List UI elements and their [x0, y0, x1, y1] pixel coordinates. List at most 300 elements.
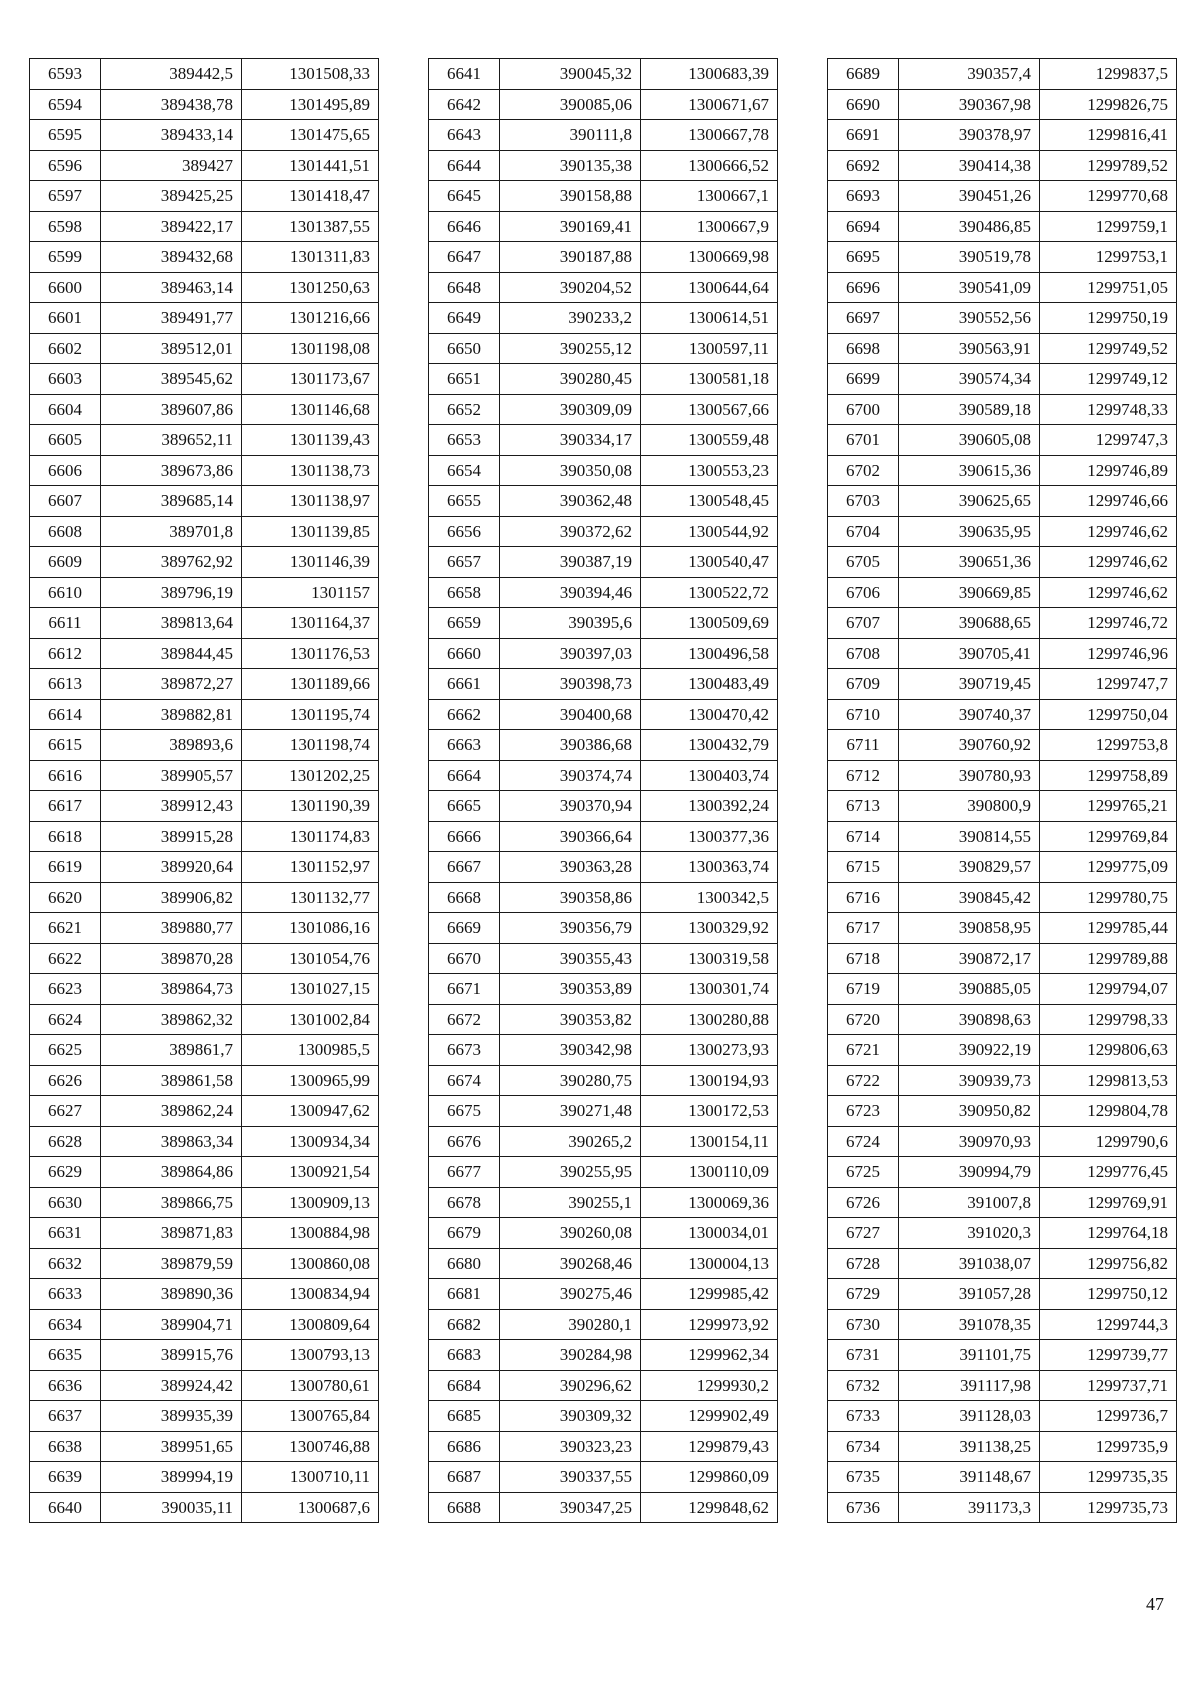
point-number-cell: 6735 [828, 1462, 899, 1493]
table-row [429, 425, 778, 456]
table-row [30, 516, 379, 547]
y-coordinate-cell: 1301387,55 [242, 211, 379, 242]
point-number-cell: 6597 [30, 181, 101, 212]
point-number-cell: 6729 [828, 1279, 899, 1310]
y-coordinate-cell: 1301508,33 [242, 59, 379, 90]
point-number-cell: 6702 [828, 455, 899, 486]
point-number-cell: 6678 [429, 1187, 500, 1218]
y-coordinate-cell: 1299736,7 [1040, 1401, 1177, 1432]
x-coordinate-cell: 390045,32 [500, 59, 641, 90]
y-coordinate-cell: 1299985,42 [641, 1279, 778, 1310]
point-number-cell: 6719 [828, 974, 899, 1005]
y-coordinate-cell: 1299973,92 [641, 1309, 778, 1340]
table-row [828, 699, 1177, 730]
table-row [30, 821, 379, 852]
coordinate-table-3 [827, 58, 1177, 1523]
point-number-cell: 6626 [30, 1065, 101, 1096]
table-row [828, 638, 1177, 669]
point-number-cell: 6726 [828, 1187, 899, 1218]
y-coordinate-cell: 1300834,94 [242, 1279, 379, 1310]
point-number-cell: 6618 [30, 821, 101, 852]
x-coordinate-cell: 390233,2 [500, 303, 641, 334]
point-number-cell: 6695 [828, 242, 899, 273]
y-coordinate-cell: 1300154,11 [641, 1126, 778, 1157]
y-coordinate-cell: 1300765,84 [242, 1401, 379, 1432]
y-coordinate-cell: 1300548,45 [641, 486, 778, 517]
table-row [30, 120, 379, 151]
x-coordinate-cell: 389879,59 [101, 1248, 242, 1279]
x-coordinate-cell: 389442,5 [101, 59, 242, 90]
x-coordinate-cell: 389880,77 [101, 913, 242, 944]
x-coordinate-cell: 389882,81 [101, 699, 242, 730]
x-coordinate-cell: 389607,86 [101, 394, 242, 425]
y-coordinate-cell: 1300377,36 [641, 821, 778, 852]
x-coordinate-cell: 390885,05 [899, 974, 1040, 1005]
y-coordinate-cell: 1299735,9 [1040, 1431, 1177, 1462]
table-row [429, 791, 778, 822]
y-coordinate-cell: 1300710,11 [242, 1462, 379, 1493]
x-coordinate-cell: 390374,74 [500, 760, 641, 791]
x-coordinate-cell: 389866,75 [101, 1187, 242, 1218]
table-row [429, 516, 778, 547]
x-coordinate-cell: 391128,03 [899, 1401, 1040, 1432]
x-coordinate-cell: 389915,76 [101, 1340, 242, 1371]
y-coordinate-cell: 1301027,15 [242, 974, 379, 1005]
table-row [30, 669, 379, 700]
y-coordinate-cell: 1300947,62 [242, 1096, 379, 1127]
y-coordinate-cell: 1299749,12 [1040, 364, 1177, 395]
table-row [429, 181, 778, 212]
point-number-cell: 6602 [30, 333, 101, 364]
point-number-cell: 6653 [429, 425, 500, 456]
table-row [30, 547, 379, 578]
y-coordinate-cell: 1301189,66 [242, 669, 379, 700]
point-number-cell: 6700 [828, 394, 899, 425]
point-number-cell: 6659 [429, 608, 500, 639]
point-number-cell: 6679 [429, 1218, 500, 1249]
point-number-cell: 6663 [429, 730, 500, 761]
table-row [429, 669, 778, 700]
y-coordinate-cell: 1301157 [242, 577, 379, 608]
table-row [828, 181, 1177, 212]
point-number-cell: 6709 [828, 669, 899, 700]
point-number-cell: 6649 [429, 303, 500, 334]
table-row [429, 364, 778, 395]
table-row [828, 943, 1177, 974]
table-row [429, 1431, 778, 1462]
table-row [828, 303, 1177, 334]
y-coordinate-cell: 1301138,97 [242, 486, 379, 517]
x-coordinate-cell: 390950,82 [899, 1096, 1040, 1127]
point-number-cell: 6727 [828, 1218, 899, 1249]
y-coordinate-cell: 1301086,16 [242, 913, 379, 944]
table-row [30, 333, 379, 364]
point-number-cell: 6667 [429, 852, 500, 883]
y-coordinate-cell: 1299837,5 [1040, 59, 1177, 90]
table-row [429, 150, 778, 181]
table-row [30, 852, 379, 883]
x-coordinate-cell: 390366,64 [500, 821, 641, 852]
table-row [828, 913, 1177, 944]
table-row [828, 1248, 1177, 1279]
x-coordinate-cell: 389864,86 [101, 1157, 242, 1188]
table-row [828, 669, 1177, 700]
x-coordinate-cell: 389427 [101, 150, 242, 181]
point-number-cell: 6661 [429, 669, 500, 700]
y-coordinate-cell: 1300746,88 [242, 1431, 379, 1462]
y-coordinate-cell: 1299879,43 [641, 1431, 778, 1462]
x-coordinate-cell: 390265,2 [500, 1126, 641, 1157]
point-number-cell: 6609 [30, 547, 101, 578]
x-coordinate-cell: 390350,08 [500, 455, 641, 486]
point-number-cell: 6723 [828, 1096, 899, 1127]
y-coordinate-cell: 1299753,8 [1040, 730, 1177, 761]
table-row [828, 89, 1177, 120]
y-coordinate-cell: 1300909,13 [242, 1187, 379, 1218]
y-coordinate-cell: 1301250,63 [242, 272, 379, 303]
table-row [30, 791, 379, 822]
table-row [30, 1431, 379, 1462]
x-coordinate-cell: 389871,83 [101, 1218, 242, 1249]
table-row [828, 150, 1177, 181]
y-coordinate-cell: 1301311,83 [242, 242, 379, 273]
x-coordinate-cell: 390357,4 [899, 59, 1040, 90]
x-coordinate-cell: 389864,73 [101, 974, 242, 1005]
point-number-cell: 6705 [828, 547, 899, 578]
table-row [828, 1492, 1177, 1523]
point-number-cell: 6612 [30, 638, 101, 669]
table-row [30, 89, 379, 120]
point-number-cell: 6677 [429, 1157, 500, 1188]
table-row [429, 760, 778, 791]
point-number-cell: 6714 [828, 821, 899, 852]
point-number-cell: 6606 [30, 455, 101, 486]
point-number-cell: 6622 [30, 943, 101, 974]
table-row [429, 211, 778, 242]
x-coordinate-cell: 389701,8 [101, 516, 242, 547]
x-coordinate-cell: 390635,95 [899, 516, 1040, 547]
x-coordinate-cell: 390760,92 [899, 730, 1040, 761]
point-number-cell: 6639 [30, 1462, 101, 1493]
x-coordinate-cell: 389870,28 [101, 943, 242, 974]
table-row [828, 547, 1177, 578]
y-coordinate-cell: 1300644,64 [641, 272, 778, 303]
x-coordinate-cell: 390970,93 [899, 1126, 1040, 1157]
point-number-cell: 6595 [30, 120, 101, 151]
point-number-cell: 6690 [828, 89, 899, 120]
x-coordinate-cell: 390872,17 [899, 943, 1040, 974]
point-number-cell: 6664 [429, 760, 500, 791]
point-number-cell: 6637 [30, 1401, 101, 1432]
x-coordinate-cell: 389813,64 [101, 608, 242, 639]
x-coordinate-cell: 390451,26 [899, 181, 1040, 212]
table-row [828, 791, 1177, 822]
x-coordinate-cell: 389906,82 [101, 882, 242, 913]
table-row [828, 1187, 1177, 1218]
x-coordinate-cell: 390898,63 [899, 1004, 1040, 1035]
y-coordinate-cell: 1299780,75 [1040, 882, 1177, 913]
y-coordinate-cell: 1299806,63 [1040, 1035, 1177, 1066]
table-row [30, 1004, 379, 1035]
y-coordinate-cell: 1300544,92 [641, 516, 778, 547]
x-coordinate-cell: 391117,98 [899, 1370, 1040, 1401]
point-number-cell: 6730 [828, 1309, 899, 1340]
x-coordinate-cell: 390367,98 [899, 89, 1040, 120]
table-row [828, 455, 1177, 486]
y-coordinate-cell: 1299759,1 [1040, 211, 1177, 242]
x-coordinate-cell: 389893,6 [101, 730, 242, 761]
point-number-cell: 6607 [30, 486, 101, 517]
point-number-cell: 6642 [429, 89, 500, 120]
point-number-cell: 6672 [429, 1004, 500, 1035]
table-row [429, 455, 778, 486]
table-row [429, 1096, 778, 1127]
x-coordinate-cell: 390378,97 [899, 120, 1040, 151]
table-row [828, 425, 1177, 456]
point-number-cell: 6613 [30, 669, 101, 700]
y-coordinate-cell: 1300522,72 [641, 577, 778, 608]
y-coordinate-cell: 1299765,21 [1040, 791, 1177, 822]
y-coordinate-cell: 1300667,9 [641, 211, 778, 242]
y-coordinate-cell: 1300687,6 [242, 1492, 379, 1523]
y-coordinate-cell: 1301475,65 [242, 120, 379, 151]
table-row [429, 486, 778, 517]
table-row [828, 59, 1177, 90]
x-coordinate-cell: 390342,98 [500, 1035, 641, 1066]
point-number-cell: 6708 [828, 638, 899, 669]
y-coordinate-cell: 1299746,62 [1040, 577, 1177, 608]
y-coordinate-cell: 1299746,66 [1040, 486, 1177, 517]
y-coordinate-cell: 1299962,34 [641, 1340, 778, 1371]
x-coordinate-cell: 390719,45 [899, 669, 1040, 700]
table-row [828, 1035, 1177, 1066]
point-number-cell: 6725 [828, 1157, 899, 1188]
table-row [429, 974, 778, 1005]
x-coordinate-cell: 389935,39 [101, 1401, 242, 1432]
point-number-cell: 6683 [429, 1340, 500, 1371]
x-coordinate-cell: 390414,38 [899, 150, 1040, 181]
point-number-cell: 6713 [828, 791, 899, 822]
point-number-cell: 6610 [30, 577, 101, 608]
x-coordinate-cell: 389924,42 [101, 1370, 242, 1401]
y-coordinate-cell: 1301216,66 [242, 303, 379, 334]
table-row [429, 821, 778, 852]
x-coordinate-cell: 390398,73 [500, 669, 641, 700]
table-row [429, 333, 778, 364]
y-coordinate-cell: 1301195,74 [242, 699, 379, 730]
x-coordinate-cell: 390574,34 [899, 364, 1040, 395]
point-number-cell: 6644 [429, 150, 500, 181]
table-row [30, 699, 379, 730]
x-coordinate-cell: 390814,55 [899, 821, 1040, 852]
point-number-cell: 6728 [828, 1248, 899, 1279]
x-coordinate-cell: 390169,41 [500, 211, 641, 242]
x-coordinate-cell: 390275,46 [500, 1279, 641, 1310]
table-row [429, 1462, 778, 1493]
table-row [429, 1187, 778, 1218]
table-row [828, 1218, 1177, 1249]
x-coordinate-cell: 389912,43 [101, 791, 242, 822]
table-row [30, 425, 379, 456]
point-number-cell: 6718 [828, 943, 899, 974]
table-row [429, 120, 778, 151]
x-coordinate-cell: 389491,77 [101, 303, 242, 334]
table-row [30, 1157, 379, 1188]
table-row [30, 1126, 379, 1157]
x-coordinate-cell: 389432,68 [101, 242, 242, 273]
y-coordinate-cell: 1300301,74 [641, 974, 778, 1005]
table-row [429, 1492, 778, 1523]
x-coordinate-cell: 391173,3 [899, 1492, 1040, 1523]
x-coordinate-cell: 389920,64 [101, 852, 242, 883]
x-coordinate-cell: 389862,24 [101, 1096, 242, 1127]
table-row [429, 1248, 778, 1279]
point-number-cell: 6631 [30, 1218, 101, 1249]
point-number-cell: 6731 [828, 1340, 899, 1371]
y-coordinate-cell: 1300671,67 [641, 89, 778, 120]
point-number-cell: 6711 [828, 730, 899, 761]
x-coordinate-cell: 390337,55 [500, 1462, 641, 1493]
y-coordinate-cell: 1301139,85 [242, 516, 379, 547]
y-coordinate-cell: 1300669,98 [641, 242, 778, 273]
point-number-cell: 6615 [30, 730, 101, 761]
x-coordinate-cell: 390353,89 [500, 974, 641, 1005]
y-coordinate-cell: 1299750,19 [1040, 303, 1177, 334]
x-coordinate-cell: 390651,36 [899, 547, 1040, 578]
table-row [429, 882, 778, 913]
y-coordinate-cell: 1299769,84 [1040, 821, 1177, 852]
point-number-cell: 6645 [429, 181, 500, 212]
point-number-cell: 6707 [828, 608, 899, 639]
y-coordinate-cell: 1300667,78 [641, 120, 778, 151]
x-coordinate-cell: 390939,73 [899, 1065, 1040, 1096]
x-coordinate-cell: 389652,11 [101, 425, 242, 456]
y-coordinate-cell: 1301495,89 [242, 89, 379, 120]
y-coordinate-cell: 1299776,45 [1040, 1157, 1177, 1188]
table-row [429, 89, 778, 120]
point-number-cell: 6674 [429, 1065, 500, 1096]
y-coordinate-cell: 1299750,12 [1040, 1279, 1177, 1310]
x-coordinate-cell: 390085,06 [500, 89, 641, 120]
x-coordinate-cell: 390187,88 [500, 242, 641, 273]
y-coordinate-cell: 1299746,89 [1040, 455, 1177, 486]
y-coordinate-cell: 1300683,39 [641, 59, 778, 90]
table-row [828, 882, 1177, 913]
point-number-cell: 6703 [828, 486, 899, 517]
table-row [429, 1370, 778, 1401]
table-row [429, 1309, 778, 1340]
table-row [30, 1218, 379, 1249]
point-number-cell: 6665 [429, 791, 500, 822]
x-coordinate-cell: 389915,28 [101, 821, 242, 852]
x-coordinate-cell: 390845,42 [899, 882, 1040, 913]
table-row [30, 1340, 379, 1371]
x-coordinate-cell: 389863,34 [101, 1126, 242, 1157]
point-number-cell: 6675 [429, 1096, 500, 1127]
table-row [828, 364, 1177, 395]
table-row [429, 1157, 778, 1188]
table-row [429, 1401, 778, 1432]
table-row [30, 486, 379, 517]
y-coordinate-cell: 1299758,89 [1040, 760, 1177, 791]
point-number-cell: 6669 [429, 913, 500, 944]
y-coordinate-cell: 1301152,97 [242, 852, 379, 883]
point-number-cell: 6652 [429, 394, 500, 425]
x-coordinate-cell: 389512,01 [101, 333, 242, 364]
y-coordinate-cell: 1299826,75 [1040, 89, 1177, 120]
x-coordinate-cell: 390363,28 [500, 852, 641, 883]
y-coordinate-cell: 1301176,53 [242, 638, 379, 669]
x-coordinate-cell: 389796,19 [101, 577, 242, 608]
x-coordinate-cell: 390355,43 [500, 943, 641, 974]
table-row [30, 272, 379, 303]
table-row [828, 120, 1177, 151]
y-coordinate-cell: 1299746,62 [1040, 547, 1177, 578]
point-number-cell: 6632 [30, 1248, 101, 1279]
point-number-cell: 6600 [30, 272, 101, 303]
y-coordinate-cell: 1301164,37 [242, 608, 379, 639]
point-number-cell: 6621 [30, 913, 101, 944]
point-number-cell: 6603 [30, 364, 101, 395]
point-number-cell: 6599 [30, 242, 101, 273]
x-coordinate-cell: 390541,09 [899, 272, 1040, 303]
point-number-cell: 6648 [429, 272, 500, 303]
point-number-cell: 6643 [429, 120, 500, 151]
x-coordinate-cell: 390353,82 [500, 1004, 641, 1035]
table-row [30, 394, 379, 425]
point-number-cell: 6712 [828, 760, 899, 791]
x-coordinate-cell: 390296,62 [500, 1370, 641, 1401]
table-row [828, 516, 1177, 547]
point-number-cell: 6706 [828, 577, 899, 608]
table-row [30, 181, 379, 212]
y-coordinate-cell: 1300540,47 [641, 547, 778, 578]
point-number-cell: 6688 [429, 1492, 500, 1523]
x-coordinate-cell: 390386,68 [500, 730, 641, 761]
x-coordinate-cell: 390400,68 [500, 699, 641, 730]
table-row [30, 1370, 379, 1401]
y-coordinate-cell: 1301418,47 [242, 181, 379, 212]
x-coordinate-cell: 390800,9 [899, 791, 1040, 822]
x-coordinate-cell: 391057,28 [899, 1279, 1040, 1310]
point-number-cell: 6691 [828, 120, 899, 151]
table-row [828, 242, 1177, 273]
x-coordinate-cell: 389861,58 [101, 1065, 242, 1096]
x-coordinate-cell: 390615,36 [899, 455, 1040, 486]
table-row [429, 1004, 778, 1035]
x-coordinate-cell: 389422,17 [101, 211, 242, 242]
y-coordinate-cell: 1300985,5 [242, 1035, 379, 1066]
y-coordinate-cell: 1300280,88 [641, 1004, 778, 1035]
table-row [30, 638, 379, 669]
y-coordinate-cell: 1300483,49 [641, 669, 778, 700]
y-coordinate-cell: 1299775,09 [1040, 852, 1177, 883]
y-coordinate-cell: 1301441,51 [242, 150, 379, 181]
x-coordinate-cell: 389890,36 [101, 1279, 242, 1310]
table-row [429, 913, 778, 944]
y-coordinate-cell: 1300069,36 [641, 1187, 778, 1218]
point-number-cell: 6701 [828, 425, 899, 456]
point-number-cell: 6686 [429, 1431, 500, 1462]
point-number-cell: 6693 [828, 181, 899, 212]
y-coordinate-cell: 1300553,23 [641, 455, 778, 486]
table-row [828, 1370, 1177, 1401]
page-number: 47 [1146, 1594, 1164, 1614]
point-number-cell: 6619 [30, 852, 101, 883]
table-row [30, 1248, 379, 1279]
x-coordinate-cell: 390158,88 [500, 181, 641, 212]
table-row [828, 394, 1177, 425]
